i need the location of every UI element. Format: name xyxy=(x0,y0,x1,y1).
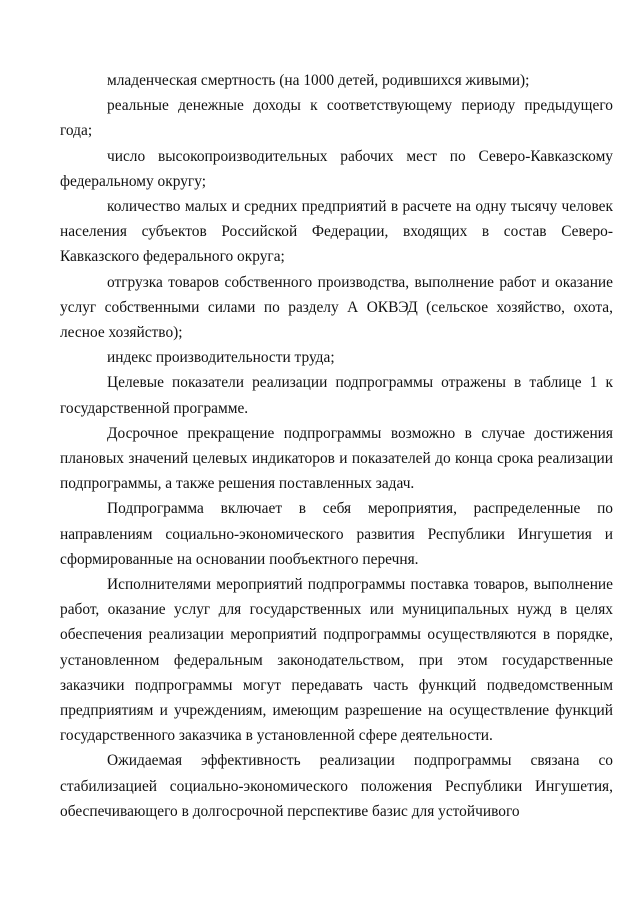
paragraph-executors: Исполнителями мероприятий подпрограммы поставка товаров, выполнение работ, оказание услуг для государственных или муниципальных нужд в целях обеспечения реализации мероприятий подпрограммы осуществляются в порядке, установленном федеральным законодательством, при этом государственные заказчики подпрограммы могут передавать часть функций подведомственным предприятиям и учреждениям, имеющим разрешение на осуществление функций государственного заказчика в установленной сфере деятельности. xyxy=(60,576,613,745)
paragraph-early-termination: Досрочное прекращение подпрограммы возможно в случае достижения плановых значений целевых индикаторов и показателей до конца срока реализации подпрограммы, а также решения поставленных задач. xyxy=(60,424,613,493)
paragraph-target-indicators: Целевые показатели реализации подпрограммы отражены в таблице 1 к государственной программе. xyxy=(60,374,613,417)
paragraph-high-productivity-jobs: число высокопроизводительных рабочих мест по Северо-Кавказскому федеральному округу; xyxy=(60,147,613,190)
paragraph-goods-shipment: отгрузка товаров собственного производства, выполнение работ и оказание услуг собственными силами по разделу А ОКВЭД (сельское хозяйство, охота, лесное хозяйство); xyxy=(60,273,613,342)
paragraph-real-income: реальные денежные доходы к соответствующему периоду предыдущего года; xyxy=(60,97,613,140)
paragraph-expected-efficiency: Ожидаемая эффективность реализации подпрограммы связана со стабилизацией социально-экономического положения Республики Ингушетия, обеспечивающего в долгосрочной перспективе базис для устойчивого xyxy=(60,752,613,820)
paragraph-subprogram-activities: Подпрограмма включает в себя мероприятия, распределенные по направлениям социально-экономического развития Республики Ингушетия и сформированные на основании пообъектного перечня. xyxy=(60,500,613,568)
paragraph-small-medium-enterprises: количество малых и средних предприятий в расчете на одну тысячу человек населения субъектов Российской Федерации, входящих в состав Северо-Кавказского федерального округа; xyxy=(60,198,613,266)
paragraph-infant-mortality: младенческая смертность (на 1000 детей, родившихся живыми); xyxy=(107,72,530,89)
paragraph-labor-productivity: индекс производительности труда; xyxy=(107,349,335,367)
